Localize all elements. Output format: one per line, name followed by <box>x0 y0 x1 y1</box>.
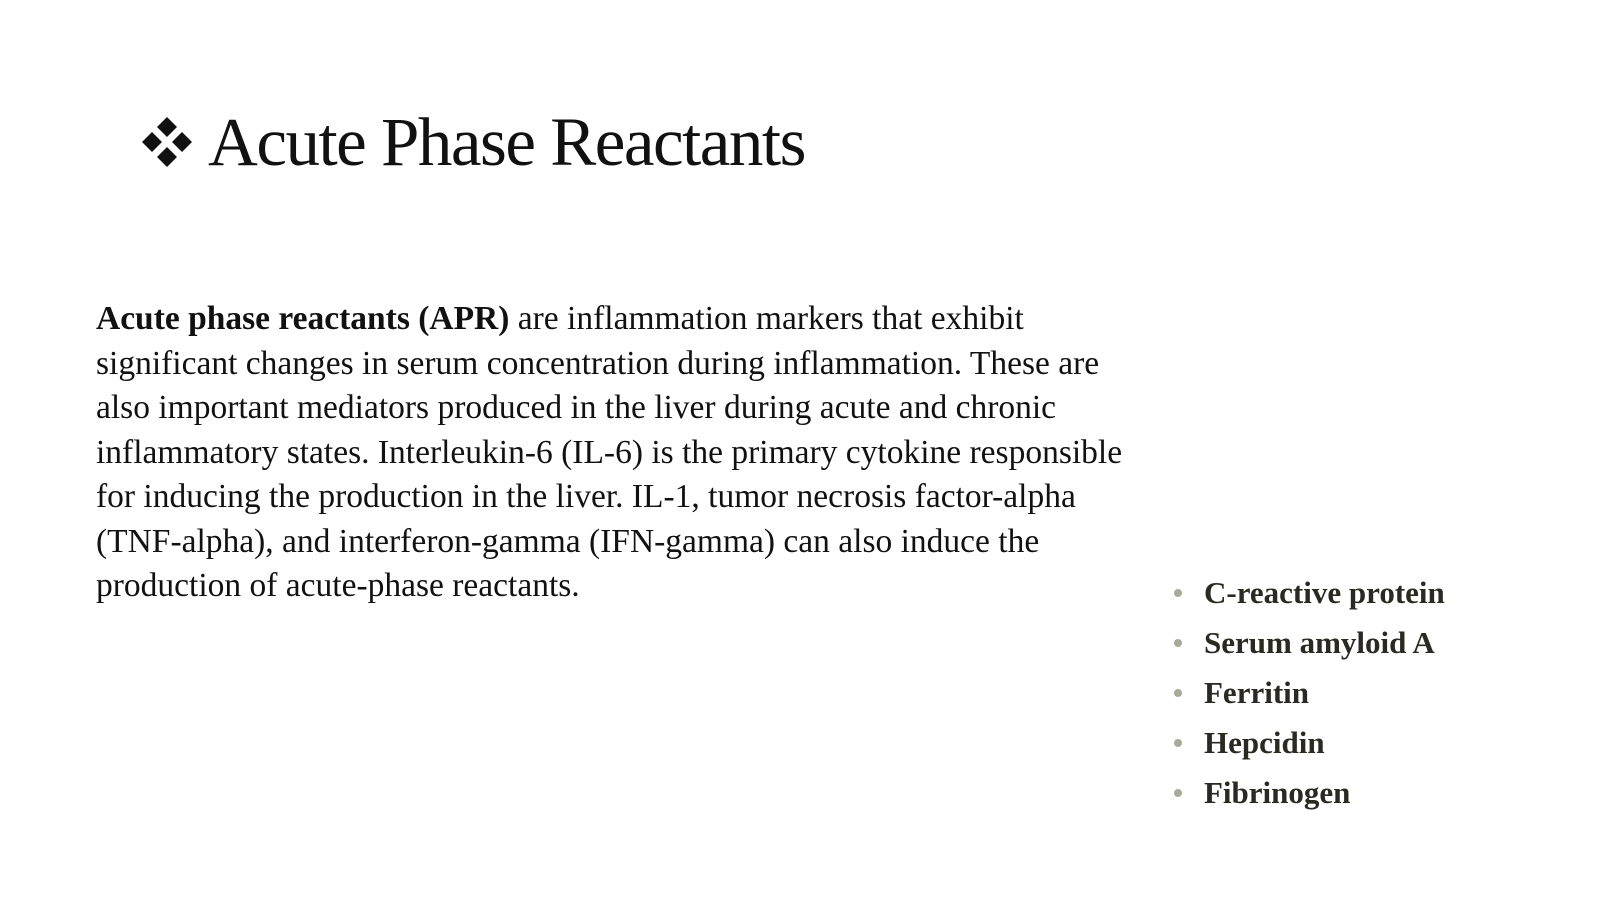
list-item-label: Hepcidin <box>1204 725 1325 760</box>
list-item <box>1170 668 1445 718</box>
list-item-label: Fibrinogen <box>1204 775 1351 810</box>
list-item-label: C-reactive protein <box>1204 575 1445 610</box>
bullet-dot-icon <box>1174 639 1182 647</box>
body-text: are inflammation markers that exhibit significant changes in serum concentration during inflammation. These are also important mediators produced in the liver during acute and chronic inflammatory states. Interleukin-6 (IL-6) is the primary cytokine responsible for inducing the production in the liver. IL-1, tumor necrosis factor-alpha (TNF-alpha), and interferon-gamma (IFN-gamma) can also induce the production of acute-phase reactants. <box>96 300 1123 604</box>
body-paragraph <box>96 297 1136 609</box>
body-bold-lead: Acute phase reactants (APR) <box>96 300 510 337</box>
bullet-dot-icon <box>1174 689 1182 697</box>
list-item <box>1170 568 1445 618</box>
list-item <box>1170 618 1445 668</box>
list-item-label: Serum amyloid A <box>1204 625 1435 660</box>
bullet-dot-icon <box>1174 789 1182 797</box>
slide-title: Acute Phase Reactants <box>208 104 805 180</box>
list-item <box>1170 718 1445 768</box>
list-item <box>1170 768 1445 818</box>
bullet-dot-icon <box>1174 739 1182 747</box>
marker-list <box>1170 568 1445 818</box>
list-item-label: Ferritin <box>1204 675 1310 710</box>
slide-title-row <box>140 102 805 182</box>
bullet-dot-icon <box>1174 589 1182 597</box>
four-diamond-bullet-icon <box>140 115 194 169</box>
